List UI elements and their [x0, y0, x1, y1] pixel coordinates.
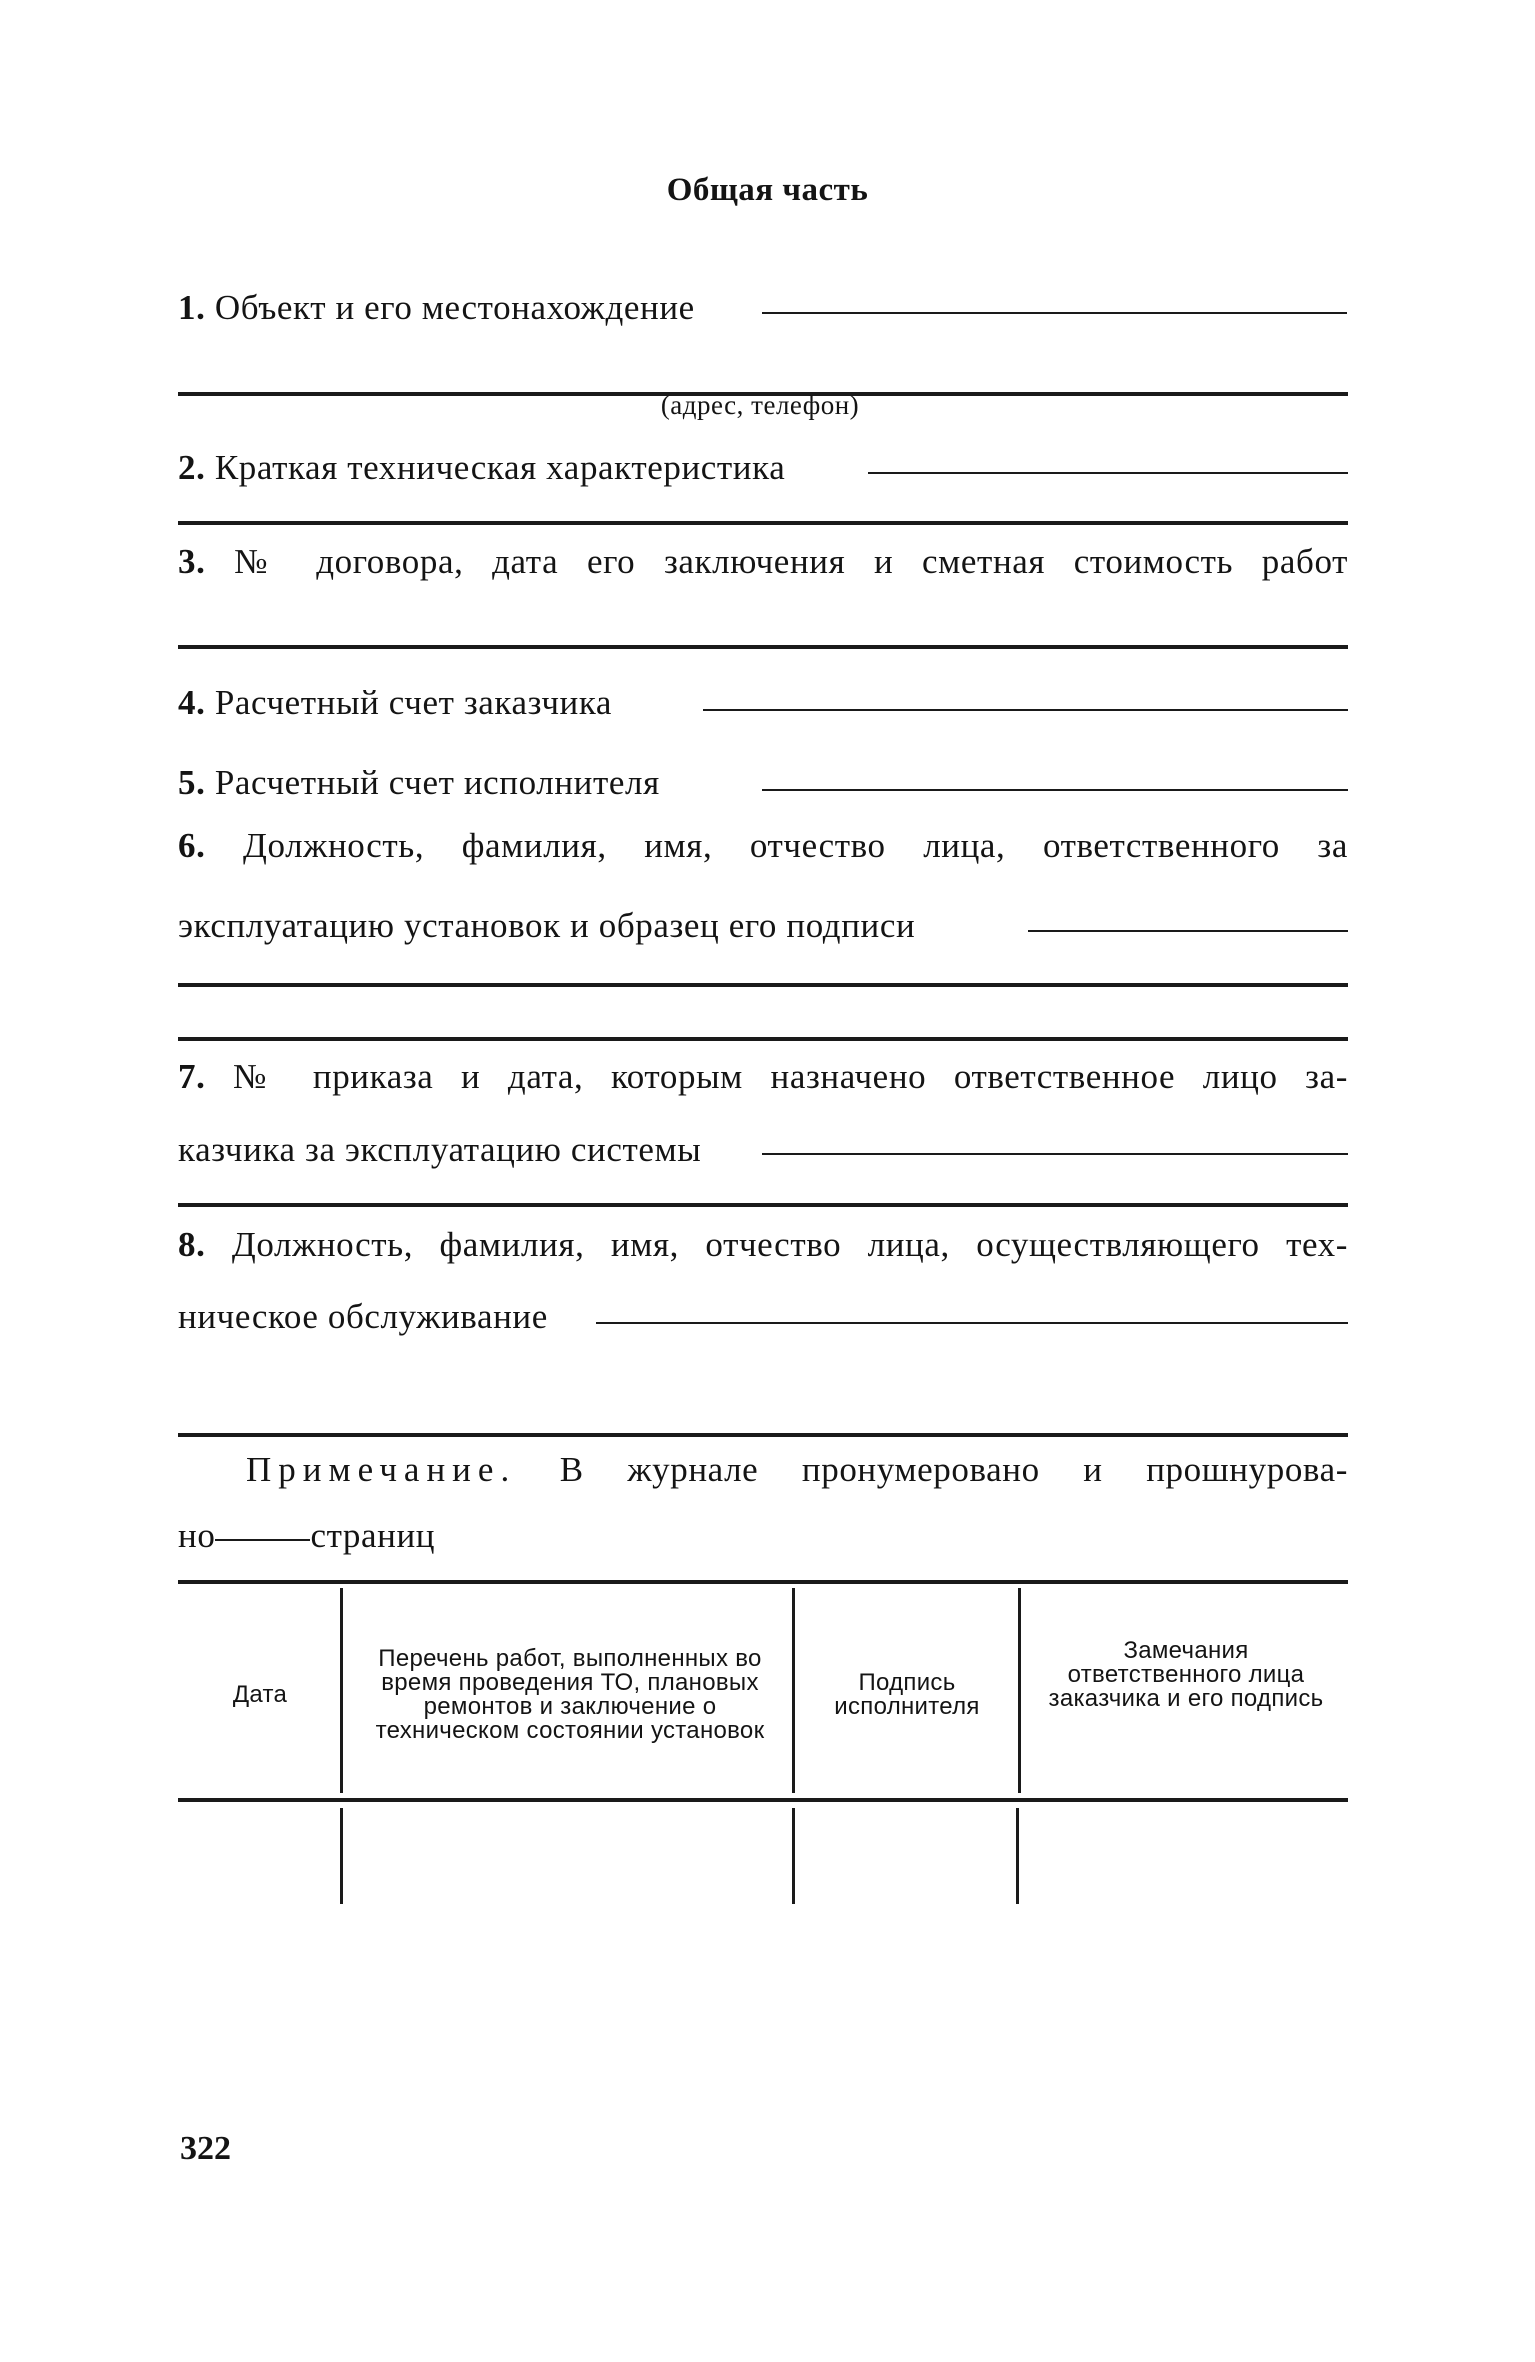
- table-header-bottom-rule: [178, 1798, 1348, 1802]
- item-8-continuation: ническое обслуживание: [178, 1297, 548, 1336]
- note-label: Примечание.: [246, 1450, 517, 1489]
- item-4: [178, 683, 612, 723]
- item-1-number: 1.: [178, 288, 206, 327]
- item-3-number: 3.: [178, 542, 206, 581]
- item-8-number: 8.: [178, 1225, 206, 1264]
- item-1: [178, 288, 695, 328]
- fill-line-item-1: [762, 312, 1347, 314]
- fill-line-item-4: [703, 709, 1348, 711]
- note-continuation: [178, 1516, 435, 1556]
- fill-line-item-8: [596, 1322, 1348, 1324]
- table-header-work-list: Перечень работ, выполненных во время проведения ТО, плановых ремонтов и заключение о техническом состоянии установок: [375, 1645, 765, 1744]
- table-header-date: Дата: [232, 1681, 288, 1708]
- table-top-rule: [178, 1580, 1348, 1584]
- fill-line-item-7: [762, 1153, 1348, 1155]
- item-6-continuation: эксплуатацию установок и образец его подписи: [178, 906, 916, 945]
- fill-line-item-5: [762, 789, 1348, 791]
- item-8: [178, 1225, 1348, 1265]
- note-text: В журнале пронумеровано и прошнурова-: [559, 1450, 1348, 1489]
- item-2-number: 2.: [178, 448, 206, 487]
- item-5: [178, 763, 660, 803]
- item-4-text: Расчетный счет заказчика: [214, 683, 613, 722]
- address-caption: (адрес, телефон): [660, 390, 860, 420]
- item-5-text: Расчетный счет исполнителя: [214, 763, 660, 802]
- note-blank: [215, 1539, 310, 1541]
- table-divider-1-body: [340, 1808, 343, 1904]
- item-8-text: Должность, фамилия, имя, отчество лица, осуществляющего тех-: [231, 1225, 1348, 1264]
- item-5-number: 5.: [178, 763, 206, 802]
- item-7-text: № приказа и дата, которым назначено ответственное лицо за-: [233, 1057, 1348, 1096]
- table-divider-2-body: [792, 1808, 795, 1904]
- fill-line-item-2: [868, 472, 1348, 474]
- note-line: [246, 1450, 1348, 1490]
- fill-line-item-6-b: [178, 983, 1348, 987]
- item-2-text: Краткая техническая характеристика: [214, 448, 786, 487]
- fill-line-item-3: [178, 645, 1348, 649]
- note-prefix: но: [178, 1516, 216, 1555]
- fill-line-item-6-c: [178, 1037, 1348, 1041]
- fill-line-item-7-b: [178, 1203, 1348, 1207]
- item-6: [178, 826, 1348, 866]
- table-divider-3-body: [1016, 1808, 1019, 1904]
- table-header-executor-signature: Подпись исполнителя: [834, 1669, 980, 1720]
- table-divider-3: [1018, 1588, 1021, 1793]
- page-number: 322: [180, 2130, 231, 2167]
- item-6-number: 6.: [178, 826, 206, 865]
- table-header-remarks: Замечания ответственного лица заказчика и его подпись: [1048, 1637, 1324, 1712]
- page-title: Общая часть: [666, 172, 869, 208]
- note-suffix: страниц: [310, 1516, 436, 1555]
- item-7: [178, 1057, 1348, 1097]
- item-2: [178, 448, 785, 488]
- item-1-text: Объект и его местонахождение: [214, 288, 695, 327]
- table-divider-1: [340, 1588, 343, 1793]
- item-3-text: № договора, дата его заключения и сметная стоимость работ: [234, 542, 1348, 581]
- item-7-continuation: казчика за эксплуатацию системы: [178, 1130, 702, 1169]
- table-divider-2: [792, 1588, 795, 1793]
- fill-line-item-2-b: [178, 521, 1348, 525]
- item-4-number: 4.: [178, 683, 206, 722]
- fill-line-item-8-b: [178, 1433, 1348, 1437]
- item-7-number: 7.: [178, 1057, 206, 1096]
- fill-line-item-6: [1028, 930, 1348, 932]
- item-6-text: Должность, фамилия, имя, отчество лица, ответственного за: [243, 826, 1348, 865]
- item-3: [178, 542, 1348, 582]
